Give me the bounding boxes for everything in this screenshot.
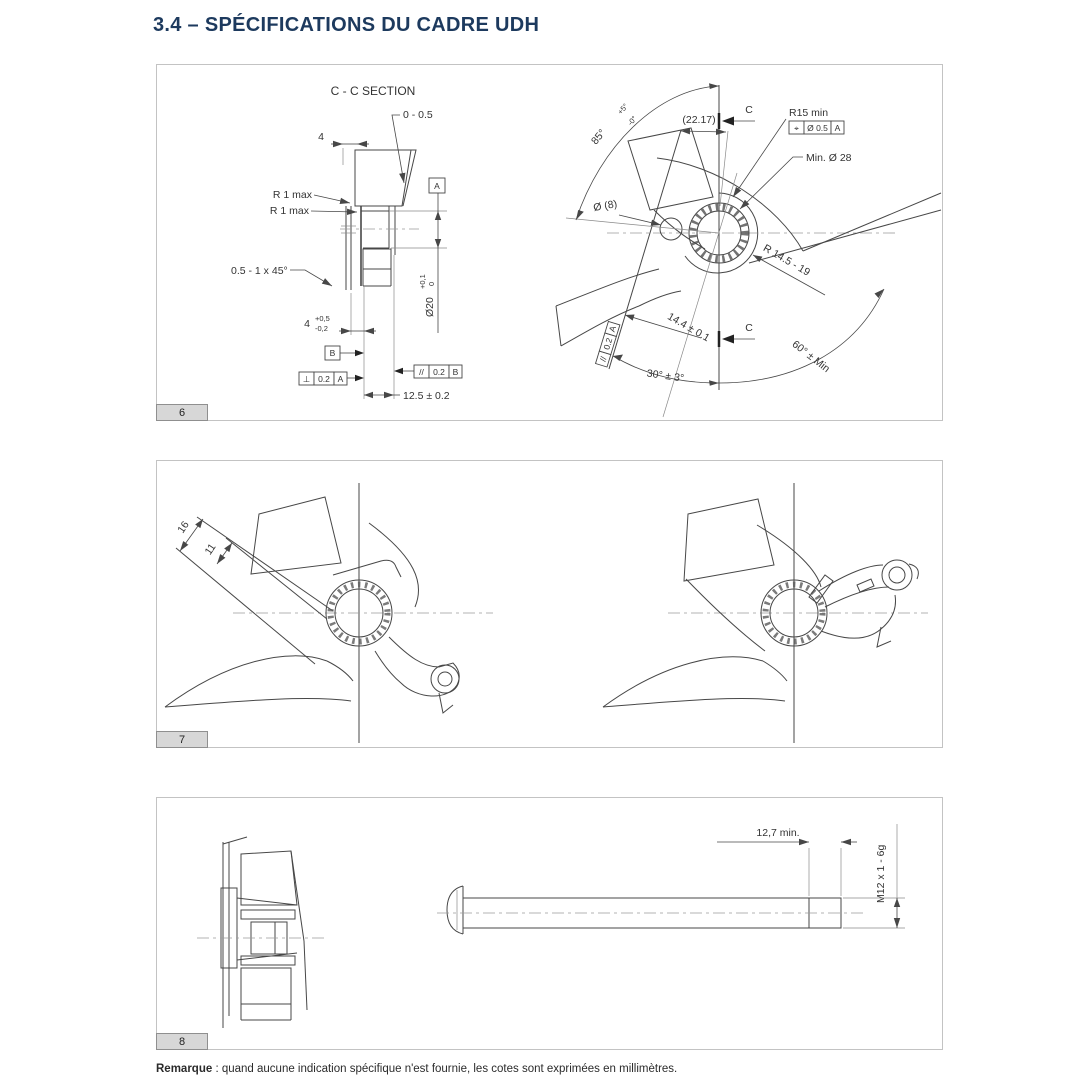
r1max-callouts — [270, 189, 357, 217]
dropout-geometry — [556, 85, 941, 417]
figure-number-badge — [156, 404, 208, 421]
perp-tolerance: 0.2 — [318, 374, 330, 384]
udh-section-drawing — [157, 65, 942, 420]
par2-tolerance: 0.2 — [601, 336, 615, 351]
par-symbol: // — [419, 367, 424, 377]
datum-b — [325, 346, 364, 360]
r1max-label-b: R 1 max — [269, 205, 309, 217]
dim11-label: 11 — [202, 541, 219, 558]
section-c-bottom: C — [745, 322, 753, 334]
section-cut-marker-top — [719, 104, 755, 129]
datum-a-label: A — [434, 181, 440, 191]
depth4-minus: -0,2 — [315, 324, 328, 333]
r1max-label-a: R 1 max — [272, 189, 312, 201]
hanger-right-view — [603, 483, 928, 743]
dim144-dimension — [625, 311, 712, 345]
footnote-remark — [156, 1063, 677, 1075]
par2-symbol: // — [597, 355, 609, 363]
chamfer-label: 0.5 - 1 x 45° — [231, 265, 288, 277]
thread-spec-dimension — [843, 824, 905, 928]
angle-85-dimension — [576, 83, 719, 220]
perpendicularity-fcf — [299, 372, 364, 385]
min-dia28-label: Min. Ø 28 — [806, 152, 852, 164]
figure-number: 8 — [178, 1035, 186, 1048]
axle-drawing — [157, 798, 942, 1049]
dia20-plus: +0,1 — [418, 274, 427, 289]
thread-label: M12 x 1 - 6g — [875, 844, 887, 903]
r145-callout — [753, 242, 825, 295]
figure-7-panel — [156, 460, 943, 748]
figure-number: 6 — [178, 406, 186, 419]
angle60-label: 60° ± Min — [789, 338, 833, 376]
par-datum: B — [452, 367, 459, 377]
hanger-left-view — [165, 483, 493, 743]
section-geometry — [337, 150, 419, 399]
dia20-zero: 0 — [427, 281, 436, 286]
par2-datum: A — [606, 324, 618, 334]
min-dia28-callout — [740, 152, 852, 209]
remark-label: Remarque — [156, 1063, 213, 1075]
bore-diameter-dimension — [389, 178, 447, 333]
position-datum: A — [834, 123, 841, 133]
chamfer-callout — [231, 265, 332, 286]
thru-axle — [437, 886, 863, 934]
position-tolerance: Ø 0.5 — [807, 123, 828, 133]
section-c-top: C — [745, 104, 753, 116]
dim16-label: 16 — [175, 519, 192, 536]
depth-dimension — [304, 293, 376, 335]
thread-length-dimension — [717, 827, 857, 896]
figure-number-badge — [156, 731, 208, 748]
udh-mount-section — [197, 837, 327, 1028]
dim2217-label: (22.17) — [682, 114, 716, 126]
depth4-plus: +0,5 — [315, 314, 330, 323]
dia8-label: Ø (8) — [592, 197, 619, 214]
dia20-label: Ø20 — [424, 297, 436, 317]
figure-number-badge — [156, 1033, 208, 1050]
width125-label: 12.5 ± 0.2 — [403, 390, 450, 402]
parallelism-fcf-b — [394, 365, 462, 378]
par-tolerance: 0.2 — [433, 367, 445, 377]
position-symbol: ⌖ — [794, 123, 799, 133]
section-title: C - C SECTION — [330, 84, 416, 98]
remark-text: : quand aucune indication spécifique n'est fournie, les cotes sont exprimées en millimètres. — [212, 1063, 678, 1075]
angle-60-dimension — [719, 289, 884, 383]
dim144-label: 14.4 ± 0.1 — [665, 310, 712, 345]
angle85-plus: +5° — [615, 101, 630, 117]
angle85-label: 85° — [588, 127, 609, 148]
gap-dimension — [392, 109, 433, 183]
gap-label: 0 - 0.5 — [403, 109, 433, 121]
datum-b-label: B — [329, 348, 336, 358]
perp-symbol: ⊥ — [302, 374, 311, 384]
r15-label: R15 min — [789, 107, 829, 119]
section-cut-marker-bottom — [719, 322, 755, 347]
page-title: 3.4 – SPÉCIFICATIONS DU CADRE UDH — [153, 14, 540, 36]
figure-8-panel — [156, 797, 943, 1050]
dim127-label: 12,7 min. — [756, 827, 800, 839]
perp-datum: A — [337, 374, 344, 384]
angle30-label: 30° ± 3° — [646, 367, 685, 385]
angle-30-dimension — [613, 355, 719, 386]
angle85-minus: -0° — [625, 114, 639, 128]
depth4-label: 4 — [304, 318, 310, 330]
r145-label: R 14.5 - 19 — [761, 242, 812, 279]
dimension-2217 — [681, 114, 728, 206]
dia8-callout — [592, 198, 661, 225]
stay-width-dimensions — [175, 519, 232, 564]
hanger-views-drawing — [157, 461, 942, 747]
width4-label: 4 — [318, 131, 324, 143]
figure-number: 7 — [178, 733, 186, 746]
top-width-dimension — [318, 131, 369, 165]
figure-6-panel — [156, 64, 943, 421]
width-dimension-125 — [364, 390, 450, 402]
